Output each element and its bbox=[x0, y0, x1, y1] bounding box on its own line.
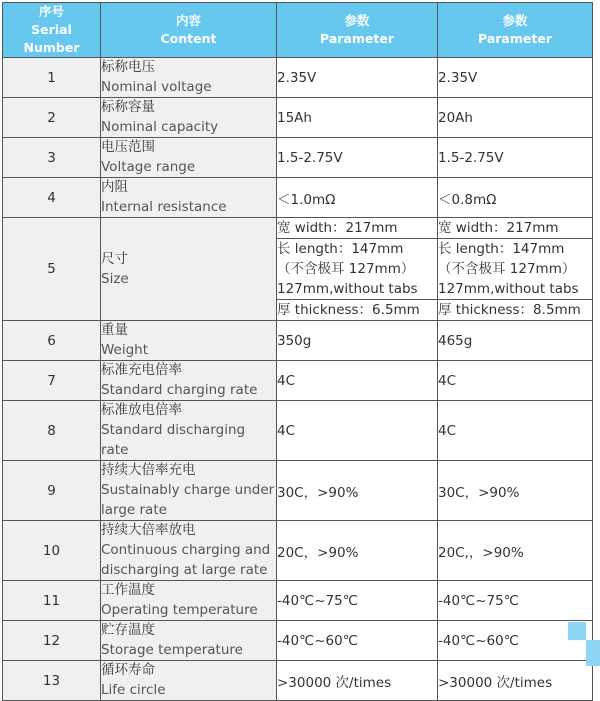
content-cell: 工作温度 Operating temperature bbox=[101, 581, 277, 621]
size-length-cell: 长 length：147mm （不含极耳 127mm） 127mm,without tabs bbox=[277, 239, 438, 300]
spec-table bbox=[2, 2, 593, 701]
serial-cell: 9 bbox=[3, 461, 101, 521]
parameter-cell: 20C，>90% bbox=[277, 521, 438, 581]
size-thickness-cell: 厚 thickness：6.5mm bbox=[277, 300, 438, 321]
content-cell: 循环寿命 Life circle bbox=[101, 661, 277, 701]
parameter-cell: 1.5-2.75V bbox=[277, 138, 438, 178]
table-row bbox=[3, 138, 593, 178]
serial-cell: 5 bbox=[3, 218, 101, 321]
parameter-cell: -40℃~75℃ bbox=[277, 581, 438, 621]
content-cell: 标称电压 Nominal voltage bbox=[101, 58, 277, 98]
content-cell: 重量 Weight bbox=[101, 321, 277, 361]
table-row bbox=[3, 621, 593, 661]
parameter-cell: 4C bbox=[277, 401, 438, 461]
parameter-cell: 1.5-2.75V bbox=[438, 138, 593, 178]
parameter-cell: 2.35V bbox=[277, 58, 438, 98]
table-row bbox=[3, 661, 593, 701]
parameter-cell: ＜0.8mΩ bbox=[438, 178, 593, 218]
corner-decoration-square bbox=[568, 622, 586, 640]
table-row bbox=[3, 178, 593, 218]
parameter-cell: 15Ah bbox=[277, 98, 438, 138]
serial-cell: 13 bbox=[3, 661, 101, 701]
table-row bbox=[3, 581, 593, 621]
header-parameter-1: 参数 Parameter bbox=[277, 3, 438, 58]
content-cell: 持续大倍率放电 Continuous charging and discharging at large rate bbox=[101, 521, 277, 581]
size-thickness-cell: 厚 thickness：8.5mm bbox=[438, 300, 593, 321]
parameter-cell: 4C bbox=[438, 401, 593, 461]
table-row-size bbox=[3, 218, 593, 239]
serial-cell: 10 bbox=[3, 521, 101, 581]
serial-cell: 4 bbox=[3, 178, 101, 218]
serial-cell: 3 bbox=[3, 138, 101, 178]
parameter-cell: 2.35V bbox=[438, 58, 593, 98]
serial-cell: 11 bbox=[3, 581, 101, 621]
content-cell: 标准放电倍率 Standard discharging rate bbox=[101, 401, 277, 461]
table-row bbox=[3, 58, 593, 98]
serial-cell: 8 bbox=[3, 401, 101, 461]
parameter-cell: -40℃~75℃ bbox=[438, 581, 593, 621]
table-row bbox=[3, 361, 593, 401]
parameter-cell: 4C bbox=[277, 361, 438, 401]
header-parameter-2: 参数 Parameter bbox=[438, 3, 593, 58]
parameter-cell: ＜1.0mΩ bbox=[277, 178, 438, 218]
corner-decoration-square bbox=[586, 640, 600, 666]
serial-cell: 2 bbox=[3, 98, 101, 138]
size-width-cell: 宽 width：217mm bbox=[277, 218, 438, 239]
table-row bbox=[3, 521, 593, 581]
header-row bbox=[3, 3, 593, 58]
content-cell: 持续大倍率充电 Sustainably charge under large rate bbox=[101, 461, 277, 521]
parameter-cell: -40℃~60℃ bbox=[438, 621, 593, 661]
parameter-cell: -40℃~60℃ bbox=[277, 621, 438, 661]
header-content: 内容 Content bbox=[101, 3, 277, 58]
header-serial: 序号 Serial Number bbox=[3, 3, 101, 58]
serial-cell: 1 bbox=[3, 58, 101, 98]
size-width-cell: 宽 width：217mm bbox=[438, 218, 593, 239]
parameter-cell: 20Ah bbox=[438, 98, 593, 138]
table-row bbox=[3, 461, 593, 521]
content-cell: 标称容量 Nominal capacity bbox=[101, 98, 277, 138]
parameter-cell: 30C，>90% bbox=[438, 461, 593, 521]
table-row bbox=[3, 321, 593, 361]
content-cell: 尺寸 Size bbox=[101, 218, 277, 321]
serial-cell: 12 bbox=[3, 621, 101, 661]
size-length-cell: 长 length：147mm （不含极耳 127mm） 127mm,without tabs bbox=[438, 239, 593, 300]
parameter-cell: 30C，>90% bbox=[277, 461, 438, 521]
parameter-cell: 465g bbox=[438, 321, 593, 361]
content-cell: 内阻 Internal resistance bbox=[101, 178, 277, 218]
content-cell: 标准充电倍率 Standard charging rate bbox=[101, 361, 277, 401]
parameter-cell: 4C bbox=[438, 361, 593, 401]
parameter-cell: 350g bbox=[277, 321, 438, 361]
serial-cell: 6 bbox=[3, 321, 101, 361]
parameter-cell: 20C,，>90% bbox=[438, 521, 593, 581]
serial-cell: 7 bbox=[3, 361, 101, 401]
table-row bbox=[3, 401, 593, 461]
parameter-cell: >30000 次/times bbox=[277, 661, 438, 701]
table-row bbox=[3, 98, 593, 138]
content-cell: 电压范围 Voltage range bbox=[101, 138, 277, 178]
parameter-cell: >30000 次/times bbox=[438, 661, 593, 701]
content-cell: 贮存温度 Storage temperature bbox=[101, 621, 277, 661]
